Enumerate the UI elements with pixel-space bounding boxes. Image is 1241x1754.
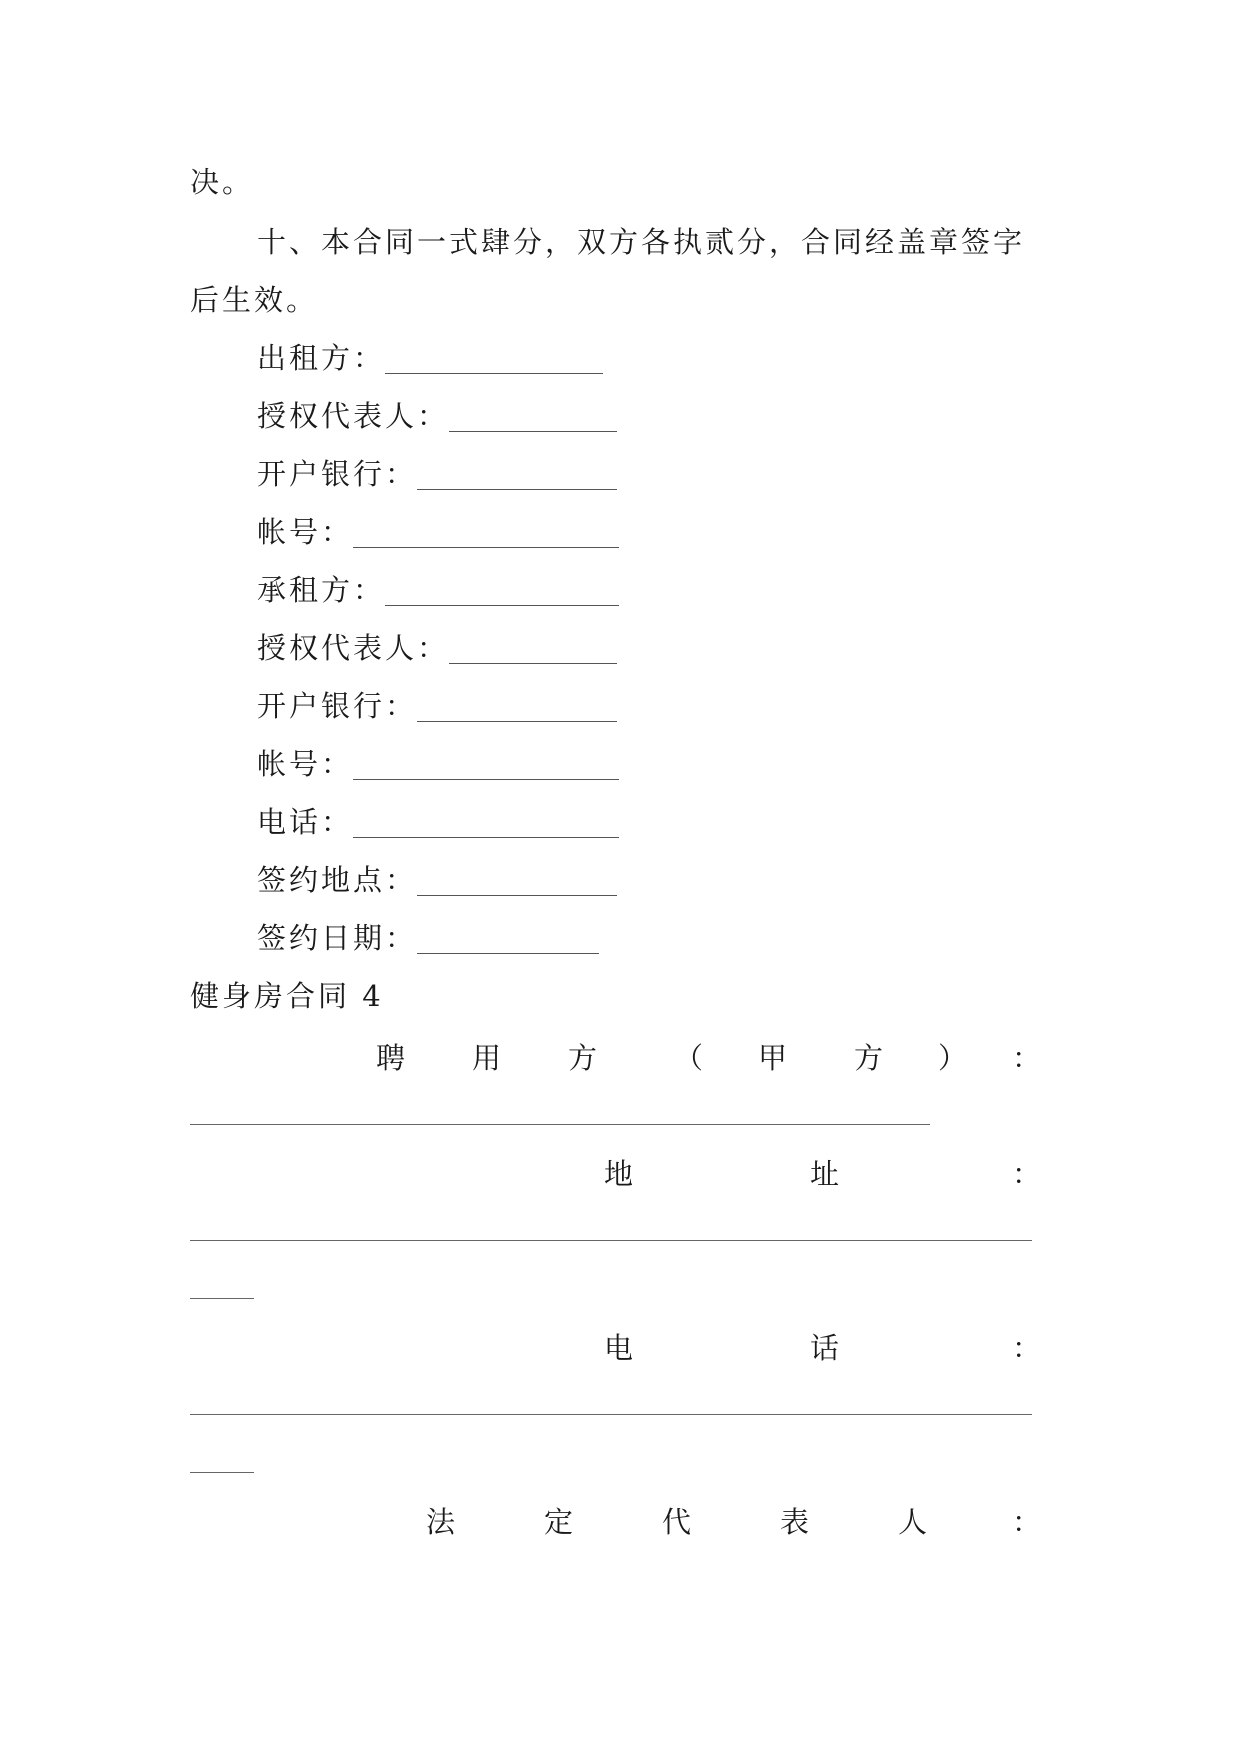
phone-label: 电话：: [257, 805, 354, 839]
lessee-bank-label: 开户银行：: [257, 689, 418, 723]
employer-char: 用: [472, 1041, 502, 1075]
lessee-representative-field: [257, 628, 617, 668]
employer-char: 聘: [376, 1041, 406, 1075]
address-char: 址: [810, 1157, 840, 1191]
address-label-row: [190, 1154, 1042, 1194]
signing-place-field: [257, 860, 617, 900]
phone-char: 话: [810, 1331, 840, 1365]
legal-representative-char: 代: [662, 1505, 692, 1539]
section-heading: 健身房合同 4: [190, 979, 384, 1013]
phone-label-row: [190, 1328, 1042, 1368]
address-char: 地: [604, 1157, 634, 1191]
lessee-bank-blank[interactable]: [417, 720, 617, 722]
lessor-blank[interactable]: [385, 372, 603, 374]
lessor-label: 出租方：: [257, 341, 386, 375]
employer-char: （: [674, 1041, 704, 1075]
lessee-account-field: [257, 744, 619, 784]
clause-ten-line-2: 后生效。: [190, 283, 319, 317]
lessor-account-label: 帐号：: [257, 515, 354, 549]
lessee-representative-blank[interactable]: [449, 662, 617, 664]
lessor-bank-label: 开户银行：: [257, 457, 418, 491]
lessee-field: [257, 570, 619, 610]
legal-representative-char: 法: [426, 1505, 456, 1539]
legal-representative-char: 表: [780, 1505, 810, 1539]
legal-representative-char: 定: [544, 1505, 574, 1539]
phone-blank-line-continued[interactable]: [190, 1472, 254, 1473]
phone-field: [257, 802, 619, 842]
phone-char: 电: [604, 1331, 634, 1365]
legal-representative-char: ：: [1012, 1505, 1042, 1539]
legal-representative-char: 人: [898, 1505, 928, 1539]
employer-label-row: [190, 1038, 1042, 1078]
phone-blank[interactable]: [353, 836, 619, 838]
lessee-blank[interactable]: [385, 604, 619, 606]
employer-char: ：: [1012, 1041, 1042, 1075]
lessor-field: [257, 338, 603, 378]
signing-date-field: [257, 918, 599, 958]
signing-date-blank[interactable]: [417, 952, 599, 954]
continuation-text: 决。: [190, 165, 255, 199]
signing-place-label: 签约地点：: [257, 863, 418, 897]
lessee-account-blank[interactable]: [353, 778, 619, 780]
lessor-representative-blank[interactable]: [449, 430, 617, 432]
employer-char: ）: [938, 1041, 968, 1075]
address-char: ：: [1012, 1157, 1042, 1191]
lessor-bank-field: [257, 454, 617, 494]
lessor-representative-field: [257, 396, 617, 436]
address-blank-line[interactable]: [190, 1240, 1032, 1241]
lessor-representative-label: 授权代表人：: [257, 399, 450, 433]
signing-date-label: 签约日期：: [257, 921, 418, 955]
lessee-account-label: 帐号：: [257, 747, 354, 781]
phone-blank-line[interactable]: [190, 1414, 1032, 1415]
legal-representative-label-row: [190, 1502, 1042, 1542]
employer-char: 方: [568, 1041, 598, 1075]
lessor-bank-blank[interactable]: [417, 488, 617, 490]
employer-blank-line[interactable]: [190, 1124, 930, 1125]
lessee-bank-field: [257, 686, 617, 726]
phone-char: ：: [1012, 1331, 1042, 1365]
lessor-account-field: [257, 512, 619, 552]
employer-char: 甲: [758, 1041, 788, 1075]
lessor-account-blank[interactable]: [353, 546, 619, 548]
signing-place-blank[interactable]: [417, 894, 617, 896]
lessee-label: 承租方：: [257, 573, 386, 607]
employer-char: 方: [854, 1041, 884, 1075]
clause-ten-line-1: 十、本合同一式肆分，双方各执贰分，合同经盖章签字: [257, 225, 1026, 259]
address-blank-line-continued[interactable]: [190, 1298, 254, 1299]
lessee-representative-label: 授权代表人：: [257, 631, 450, 665]
